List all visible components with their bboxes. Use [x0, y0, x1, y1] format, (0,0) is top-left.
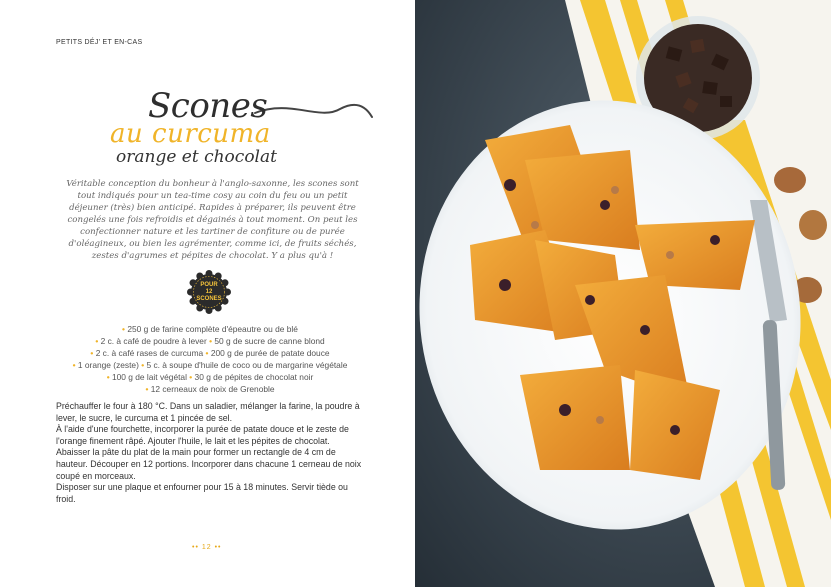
ingredient: 30 g de pépites de chocolat noir: [194, 372, 314, 382]
ingredient: 2 c. à café de poudre à lever: [100, 336, 207, 346]
badge-line-3: SCONES: [196, 296, 222, 302]
recipe-page-left: [0, 0, 415, 587]
method-step: Disposer sur une plaque et enfourner pour 15 à 18 minutes. Servir tiède ou froid.: [56, 482, 348, 504]
ingredient: 12 cerneaux de noix de Grenoble: [150, 384, 275, 394]
ingredients-line: • 100 g de lait végétal • 30 g de pépites de chocolat noir: [106, 372, 314, 382]
badge-line-2: 12: [205, 289, 213, 295]
ingredient: 1 orange (zeste): [77, 360, 139, 370]
badge-line-1: POUR: [200, 282, 218, 288]
recipe-title: Scones: [148, 86, 268, 126]
ingredient: 250 g de farine complète d'épeautre ou de blé: [127, 324, 298, 334]
ingredient: 2 c. à café rases de curcuma: [95, 348, 204, 358]
scones-photo-illustration: [415, 0, 831, 587]
ingredient: 5 c. à soupe d'huile de coco ou de margarine végétale: [146, 360, 348, 370]
page-number: •• 12 ••: [192, 544, 222, 551]
recipe-subtitle-main: au curcuma: [110, 119, 271, 149]
recipe-intro: Véritable conception du bonheur à l'anglo-saxonne, les scones sont tout indiqués pour un tea-time cosy au coin du feu ou un petit déjeuner (très) bien anticipé. Rapides à préparer, ils peuvent être congelés une fois refroidis et dégainés à tout moment. On peut les confectionner nature et les tartiner de confiture ou de purée d'oléagineux, ou bien les agrémenter, comme ici, de fruits séchés, zestes d'agrumes et pépites de chocolat. Y a plus qu'à !: [66, 179, 359, 261]
method-step: À l'aide d'une fourchette, incorporer la purée de patate douce et le zeste de l'orange finement râpé. Ajouter l'huile, le lait et les pépites de chocolat.: [56, 424, 349, 446]
method-step: Abaisser la pâte du plat de la main pour former un rectangle de 4 cm de hauteur. Découper en 12 portions. Incorporer dans chacune 1 cerneau de noix coupé en morceaux.: [56, 447, 362, 481]
section-label: PETITS DÉJ' ET EN-CAS: [56, 39, 143, 46]
ingredients-list: [60, 323, 360, 395]
ingredients-line: • 12 cerneaux de noix de Grenoble: [145, 384, 275, 394]
ingredients-line: • 2 c. à café de poudre à lever • 50 g de sucre de canne blond: [95, 336, 325, 346]
method-step: Préchauffer le four à 180 °C. Dans un saladier, mélanger la farine, la poudre à lever, le sucre, le curcuma et 1 pincée de sel.: [56, 401, 360, 423]
recipe-photo: [415, 0, 831, 587]
ingredient: 100 g de lait végétal: [111, 372, 187, 382]
recipe-subtitle-secondary: orange et chocolat: [116, 147, 277, 167]
servings-badge: [187, 270, 231, 314]
recipe-method: [56, 401, 368, 505]
ingredient: 50 g de sucre de canne blond: [214, 336, 325, 346]
ingredient: 200 g de purée de patate douce: [210, 348, 330, 358]
ingredients-line: • 250 g de farine complète d'épeautre ou de blé: [122, 324, 298, 334]
ingredients-line: • 1 orange (zeste) • 5 c. à soupe d'huile de coco ou de margarine végétale: [72, 360, 348, 370]
ingredients-line: • 2 c. à café rases de curcuma • 200 g de purée de patate douce: [90, 348, 330, 358]
